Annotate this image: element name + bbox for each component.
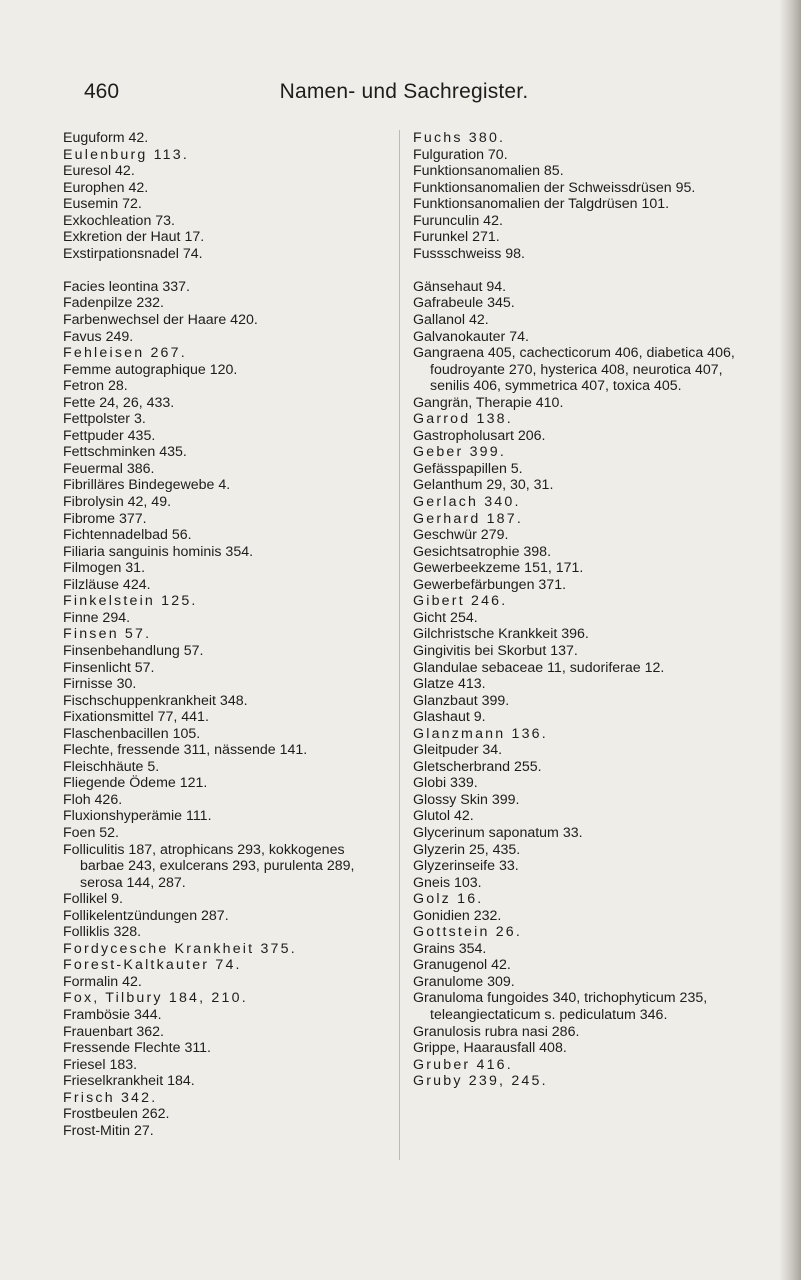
index-entry: Fette 24, 26, 433. <box>63 394 175 411</box>
index-entry: Forest-Kaltkauter 74. <box>63 957 242 974</box>
index-entry: Gewerbeekzeme 151, 171. <box>413 560 584 577</box>
index-entry: Gesichtsatrophie 398. <box>413 543 552 560</box>
index-entry: Fibrolysin 42, 49. <box>63 494 172 511</box>
index-entry: Exstirpationsnadel 74. <box>63 245 203 262</box>
index-entry: Gingivitis bei Skorbut 137. <box>413 642 578 659</box>
index-entry: Glanzmann 136. <box>413 725 548 742</box>
index-entry: Fox, Tilbury 184, 210. <box>63 990 248 1007</box>
index-column-left <box>63 130 383 1139</box>
index-entry: Filmogen 31. <box>63 560 146 577</box>
index-entry: Glanzbaut 399. <box>413 692 510 709</box>
index-entry: Fressende Flechte 311. <box>63 1040 211 1057</box>
index-entry: Garrod 138. <box>413 411 513 428</box>
index-entry: Gibert 246. <box>413 593 508 610</box>
index-entry: Formalin 42. <box>63 973 142 990</box>
index-entry: Glycerinum saponatum 33. <box>413 824 583 841</box>
index-entry: Granuloma fungoides 340, trichophyticum 235, teleangiectaticum s. pediculatum 346. <box>413 990 708 1023</box>
index-entry: Euresol 42. <box>63 163 135 180</box>
page-edge-shadow <box>779 0 801 1280</box>
index-entry: Exkochleation 73. <box>63 212 175 229</box>
index-entry: Folliculitis 187, atrophicans 293, kokkogenes barbae 243, exulcerans 293, purulenta 289, serosa 144, 287. <box>63 841 355 891</box>
index-entry: Flaschenbacillen 105. <box>63 725 201 742</box>
index-entry: Fichtennadelbad 56. <box>63 527 192 544</box>
index-entry: Femme autographique 120. <box>63 361 238 378</box>
index-entry: Friesel 183. <box>63 1056 138 1073</box>
index-entry: Flechte, fressende 311, nässende 141. <box>63 742 308 759</box>
index-entry: Glutol 42. <box>413 808 474 825</box>
index-entry: Granulosis rubra nasi 286. <box>413 1023 580 1040</box>
index-entry: Gefässpapillen 5. <box>413 460 523 477</box>
index-entry: Gallanol 42. <box>413 312 489 329</box>
index-entry: Gruby 239, 245. <box>413 1073 548 1090</box>
index-entry: Glandulae sebaceae 11, sudoriferae 12. <box>413 659 665 676</box>
index-entry: Glossy Skin 399. <box>413 791 520 808</box>
index-entry: Fetron 28. <box>63 378 128 395</box>
index-entry: Gastropholusart 206. <box>413 427 546 444</box>
index-entry: Globi 339. <box>413 775 478 792</box>
index-entry: Granugenol 42. <box>413 957 511 974</box>
index-entry: Funktionsanomalien der Talgdrüsen 101. <box>413 196 670 213</box>
index-entry: Firnisse 30. <box>63 676 137 693</box>
index-entry: Finsen 57. <box>63 626 152 643</box>
index-entry: Gänsehaut 94. <box>413 278 507 295</box>
index-entry: Fussschweiss 98. <box>413 245 525 262</box>
index-entry: Filzläuse 424. <box>63 576 151 593</box>
index-entry: Frambösie 344. <box>63 1006 162 1023</box>
index-entry: Feuermal 386. <box>63 460 155 477</box>
running-title: Namen- und Sachregister. <box>279 80 529 103</box>
index-entry: Eusemin 72. <box>63 196 142 213</box>
index-entry: Fettpuder 435. <box>63 427 156 444</box>
index-entry: Grains 354. <box>413 940 487 957</box>
index-entry: Euguform 42. <box>63 130 149 146</box>
index-entry: Europhen 42. <box>63 179 149 196</box>
index-entry: Frostbeulen 262. <box>63 1106 170 1123</box>
index-entry: Grippe, Haarausfall 408. <box>413 1040 567 1057</box>
index-entry: Gangrän, Therapie 410. <box>413 394 564 411</box>
index-entry: Geschwür 279. <box>413 527 509 544</box>
index-entry: Granulome 309. <box>413 973 515 990</box>
index-entry: Furunkel 271. <box>413 229 500 246</box>
index-entry: Fettpolster 3. <box>63 411 146 428</box>
index-entry: Gicht 254. <box>413 609 478 626</box>
index-entry: Frieselkrankheit 184. <box>63 1073 195 1090</box>
index-entry: Floh 426. <box>63 791 123 808</box>
index-entry: Fadenpilze 232. <box>63 295 164 312</box>
index-entry: Glyzerinseife 33. <box>413 858 519 875</box>
index-entry: Fulguration 70. <box>413 146 508 163</box>
index-entry: Finsenlicht 57. <box>63 659 155 676</box>
index-entry: Gafrabeule 345. <box>413 295 515 312</box>
index-entry: Fluxionshyperämie 111. <box>63 808 212 825</box>
index-entry: Geber 399. <box>413 444 506 461</box>
index-entry: Gonidien 232. <box>413 907 502 924</box>
index-entry: Foen 52. <box>63 824 120 841</box>
column-divider <box>399 130 400 1160</box>
index-entry: Gerlach 340. <box>413 494 521 511</box>
index-entry: Fibrome 377. <box>63 510 147 527</box>
index-entry: Glyzerin 25, 435. <box>413 841 521 858</box>
index-entry: Favus 249. <box>63 328 134 345</box>
index-entry: Farbenwechsel der Haare 420. <box>63 312 258 329</box>
index-entry: Gerhard 187. <box>413 510 524 527</box>
index-entry: Glatze 413. <box>413 676 486 693</box>
index-entry: Fixationsmittel 77, 441. <box>63 709 209 726</box>
index-entry: Golz 16. <box>413 891 484 908</box>
index-entry: Fuchs 380. <box>413 130 506 146</box>
section-gap <box>63 262 383 279</box>
index-entry: Galvanokauter 74. <box>413 328 529 345</box>
index-entry: Gletscherbrand 255. <box>413 758 542 775</box>
index-entry: Exkretion der Haut 17. <box>63 229 205 246</box>
index-entry: Finne 294. <box>63 609 131 626</box>
index-entry: Fleischhäute 5. <box>63 758 160 775</box>
index-entry: Fordycesche Krankheit 375. <box>63 940 297 957</box>
index-entry: Fibrilläres Bindegewebe 4. <box>63 477 231 494</box>
index-entry: Gleitpuder 34. <box>413 742 503 759</box>
section-gap <box>413 262 748 279</box>
index-entry: Fettschminken 435. <box>63 444 187 461</box>
index-entry: Filiaria sanguinis hominis 354. <box>63 543 254 560</box>
index-entry: Gangraena 405, cachecticorum 406, diabetica 406, foudroyante 270, hysterica 408, neurotica 407, senilis 406, symmetrica 407, toxica 405. <box>413 345 735 395</box>
index-column-right <box>413 130 748 1090</box>
index-entry: Gilchristsche Krankkeit 396. <box>413 626 589 643</box>
index-entry: Frauenbart 362. <box>63 1023 164 1040</box>
index-entry: Follikel 9. <box>63 891 123 908</box>
index-entry: Finsenbehandlung 57. <box>63 642 204 659</box>
index-entry: Folliklis 328. <box>63 924 142 941</box>
page-number: 460 <box>84 80 120 103</box>
index-entry: Gruber 416. <box>413 1056 513 1073</box>
index-entry: Frost-Mitin 27. <box>63 1122 154 1139</box>
index-entry: Facies leontina 337. <box>63 278 190 295</box>
index-entry: Gneis 103. <box>413 874 482 891</box>
index-entry: Gewerbefärbungen 371. <box>413 576 567 593</box>
index-entry: Eulenburg 113. <box>63 146 189 163</box>
index-entry: Fliegende Ödeme 121. <box>63 775 208 792</box>
index-entry: Frisch 342. <box>63 1089 158 1106</box>
index-entry: Gelanthum 29, 30, 31. <box>413 477 554 494</box>
index-entry: Follikelentzündungen 287. <box>63 907 229 924</box>
index-entry: Fehleisen 267. <box>63 345 187 362</box>
index-entry: Gottstein 26. <box>413 924 523 941</box>
index-entry: Furunculin 42. <box>413 212 503 229</box>
index-entry: Glashaut 9. <box>413 709 486 726</box>
index-entry: Finkelstein 125. <box>63 593 198 610</box>
index-entry: Funktionsanomalien 85. <box>413 163 564 180</box>
page-header <box>84 80 724 114</box>
index-entry: Fischschuppenkrankheit 348. <box>63 692 248 709</box>
index-entry: Funktionsanomalien der Schweissdrüsen 95. <box>413 179 696 196</box>
